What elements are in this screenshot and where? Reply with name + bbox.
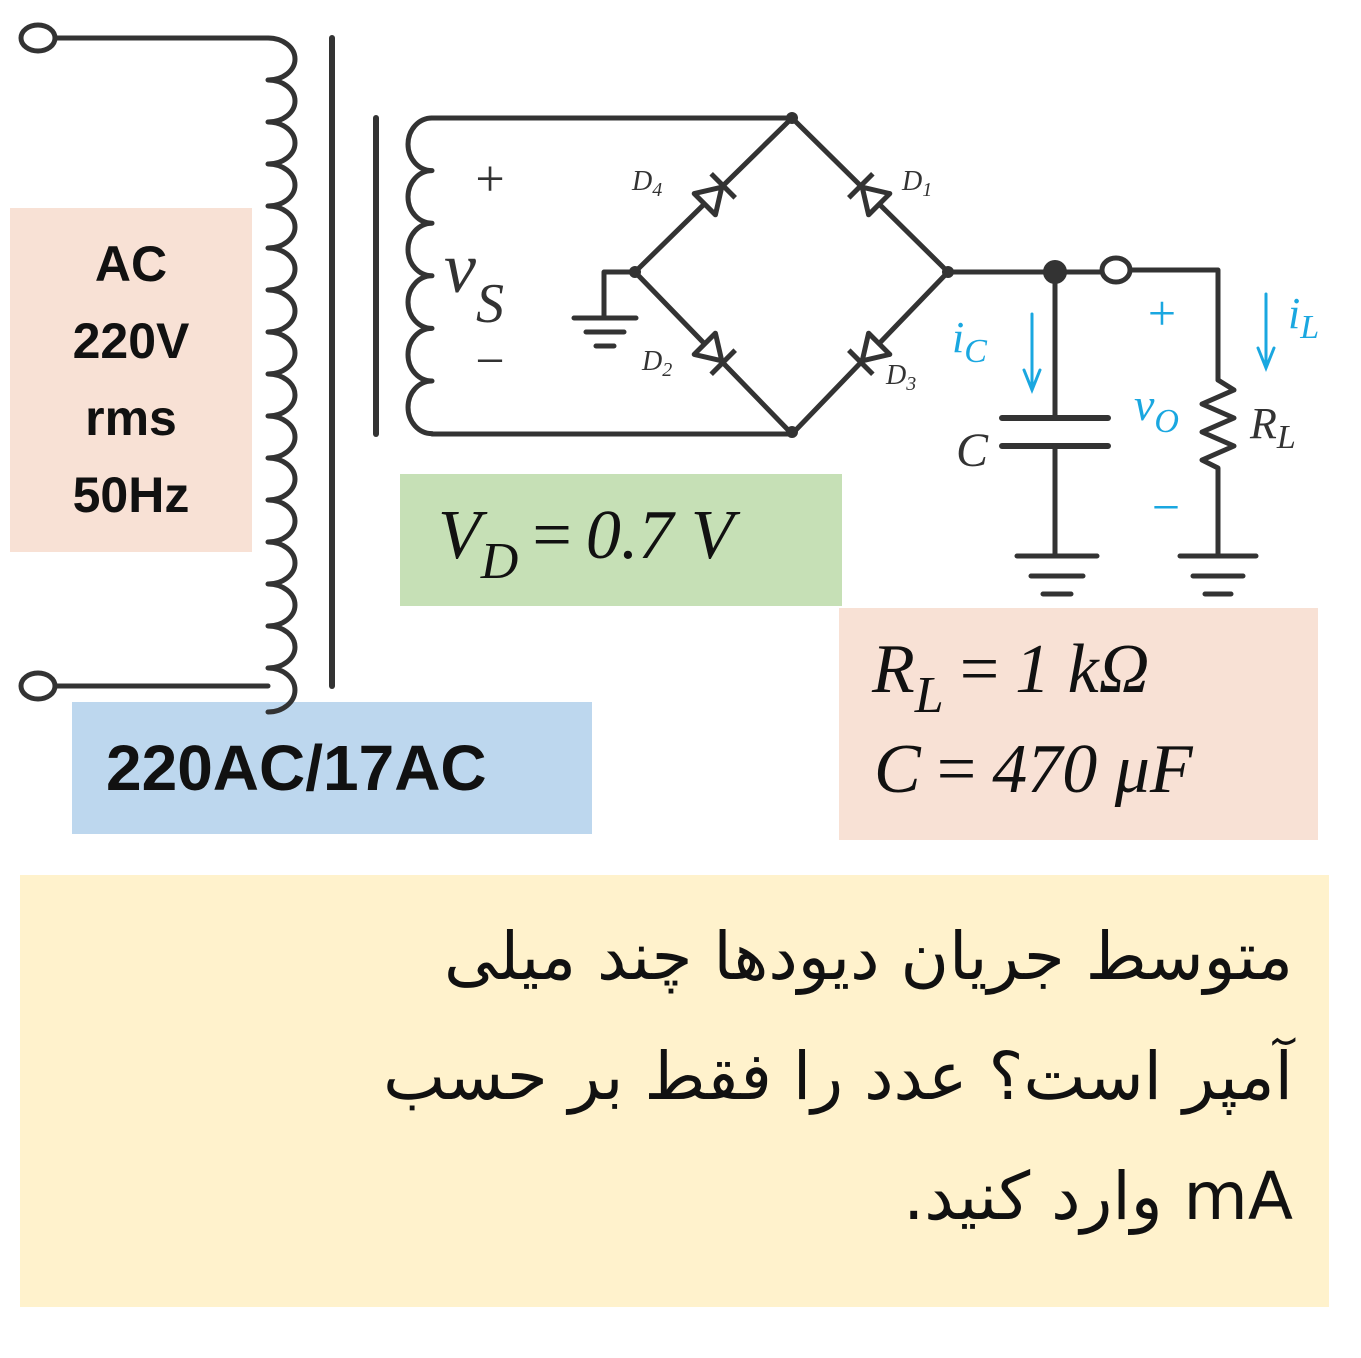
d1-subscript: 1 xyxy=(922,179,933,201)
c-param-value: 470 μF xyxy=(992,731,1193,808)
d1-label xyxy=(901,166,932,201)
bridge-ground-symbol xyxy=(574,318,636,346)
vs-plus: + xyxy=(475,151,505,208)
vd-symbol: V xyxy=(438,497,481,574)
il-subscript: L xyxy=(1300,309,1320,346)
vd-equals: = xyxy=(532,497,572,574)
d2-subscript: 2 xyxy=(662,359,673,381)
bridge-right-node xyxy=(942,266,954,278)
il-label xyxy=(1288,289,1319,346)
rl-param-symbol: R xyxy=(872,631,915,708)
vs-minus: − xyxy=(475,333,505,390)
source-voltage: 220V xyxy=(72,313,190,369)
vo-plus: + xyxy=(1147,285,1177,341)
question-line-1: متوسط جریان دیودها چند میلی xyxy=(443,918,1293,995)
capacitor-junction xyxy=(1043,260,1067,284)
vd-value: 0.7 V xyxy=(585,497,734,574)
c-formula xyxy=(874,731,1194,808)
d3-symbol: D xyxy=(886,360,907,391)
primary-winding xyxy=(268,38,295,712)
diode-voltage-formula xyxy=(438,497,741,590)
bridge-left-node xyxy=(629,266,641,278)
d4-label xyxy=(631,166,662,201)
rl-subscript: L xyxy=(1276,419,1296,456)
il-symbol: i xyxy=(1288,289,1301,338)
bridge-bottom-node xyxy=(786,426,798,438)
secondary-winding xyxy=(408,118,432,434)
ic-subscript: C xyxy=(964,333,987,370)
rl-param-subscript: L xyxy=(914,667,944,724)
vo-subscript: O xyxy=(1154,403,1179,440)
source-frequency: 50Hz xyxy=(72,467,190,523)
capacitor-plates xyxy=(1002,418,1108,446)
rl-param-value: 1 kΩ xyxy=(1015,631,1150,708)
question-line-3: mA وارد کنید. xyxy=(903,1158,1293,1235)
capacitor-label: C xyxy=(956,424,989,477)
source-rms: rms xyxy=(85,390,177,446)
d2-label xyxy=(641,346,672,381)
input-terminal-top xyxy=(21,25,55,51)
vo-minus: − xyxy=(1151,479,1181,535)
bridge-top-node xyxy=(786,112,798,124)
vo-label xyxy=(1134,379,1179,440)
load-resistor xyxy=(1202,380,1234,556)
d3-label xyxy=(885,360,916,395)
rl-symbol: R xyxy=(1250,399,1277,448)
c-param-equals: = xyxy=(936,731,977,808)
rl-param-equals: = xyxy=(959,631,1000,708)
capacitor-ground-symbol xyxy=(1017,556,1097,594)
rl-formula xyxy=(871,631,1149,724)
d1-symbol: D xyxy=(902,166,923,197)
transformer-ratio: 220AC/17AC xyxy=(106,732,487,804)
rl-label xyxy=(1249,399,1296,456)
d2-symbol: D xyxy=(642,346,663,377)
question-line-2: آمپر است؟ عدد را فقط بر حسب xyxy=(383,1038,1293,1115)
output-terminal xyxy=(1102,258,1130,282)
vo-symbol: v xyxy=(1134,379,1155,430)
input-terminal-bottom xyxy=(21,673,55,699)
d4-symbol: D xyxy=(632,166,653,197)
vs-subscript: S xyxy=(475,273,504,335)
d4-subscript: 4 xyxy=(652,179,663,201)
bridge-ground-lead xyxy=(604,272,635,318)
ic-label xyxy=(952,313,987,370)
c-param-symbol: C xyxy=(874,731,921,808)
ic-symbol: i xyxy=(952,313,965,362)
vd-subscript: D xyxy=(480,533,519,590)
d3-subscript: 3 xyxy=(906,373,917,395)
ic-arrow-icon xyxy=(1024,314,1040,390)
vs-label xyxy=(444,228,504,335)
vs-symbol: v xyxy=(444,228,476,308)
source-type: AC xyxy=(94,236,168,292)
il-arrow-icon xyxy=(1258,294,1274,368)
resistor-ground-symbol xyxy=(1180,556,1256,594)
